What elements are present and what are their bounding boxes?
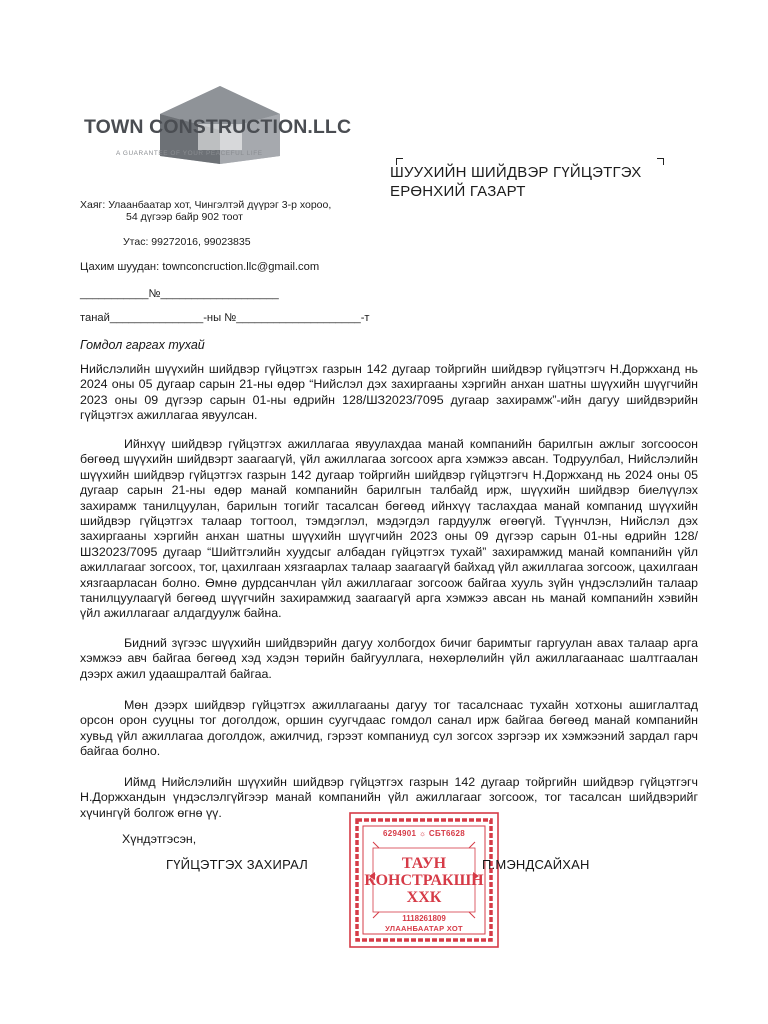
stamp-number: 1118261809 (402, 914, 446, 923)
body-paragraph-3: Бидний зүгээс шүүхийн шийдвэрийн дагуу холбогдох бичиг баримтыг гаргуулан авах талаар арга хэмжээ авч байгаа бөгөөд хэд хэдэн төрийн байгууллага, нөхөрлөлийн үйл ажиллагаанаас шалтгаалан дээрх ажил удаашралтай байгаа. (80, 636, 698, 681)
recipient-block (390, 158, 670, 204)
recipient-line-1: ШУУХИЙН ШИЙДВЭР ГҮЙЦЭТГЭХ (390, 164, 642, 181)
body-paragraph-5: Иймд Нийслэлийн шүүхийн шийдвэр гүйцэтгэх газрын 142 дугаар тойргийн шийдвэр гүйцэтгэгч Н.Доржхандын үндэслэлгүйгээр манай компанийн үйл ажиллагааг зогсоож, тог тасалсан шийдвэрийг хүчингүй болгож өгнө үү. (80, 775, 698, 820)
body-paragraph-1: Нийслэлийн шүүхийн шийдвэр гүйцэтгэх газрын 142 дугаар тойргийн шийдвэр гүйцэтгэгч Н.Доржханд нь 2024 оны 05 дугаар сарын 21-ны өдөр “Нийслэл дэх захиргааны хэргийн анхан шатны шүүхийн шүүгчийн 2023 оны 09 дүгээр сарын 01-ны өдрийн 128/ШЗ2023/7095 дугаар захирамж”-ийн дагуу шийдвэрийн гүйцэтгэх ажиллагаа явуулсан. (80, 362, 698, 423)
body-paragraph-2: Ийнхүү шийдвэр гүйцэтгэх ажиллагаа явуулахдаа манай компанийн барилгын ажлыг зогсоосон бөгөөд шүүхийн шийдвэрт заагаагүй, үйл ажиллагаа зогсоох арга хэмжээ авсан. Тодруулбал, Нийслэлийн шүүхийн шийдвэр гүйцэтгэх газрын 142 дугаар тойргийн шийдвэр гүйцэтгэгч Н.Доржханд нь 2024 оны 05 дугаар сарын 21-ны өдөр манай компанийн барилгын талбайд ирж, шүүхийн шийдвэр биелүүлэх захирамж танилцуулан, барилын тогийг тасалсан бөгөөд ийнхүү таслахдаа манай компанид шүүхийн шийдвэр гүйцэтгэх талаар тогтоол, тэмдэглэл, мэдэгдэл гардуулж өгөөгүй. Түүнчлэн, Нийслэл дэх захиргааны хэргийн анхан шатны шүүхийн шүүгчийн 2023 оны 09 дүгээр сарын 01-ны өдрийн 128/ШЗ2023/7095 дугаар “Шийтгэлийн хуудсыг албадан гүйцэтгэх тухай” захирамжид манай компанийн үйл ажиллагааг зогсоох, тог, цахилгаан хязгаарлах талаар заагаагүй байхад үйл ажиллагаа зогсоож, цахилгаан хязгаарласан болно. Өмнө дурдсанчлан үйл ажиллагааг зогсоож байгаа хууль зүйн үндэслэлийн талаар танилцуулаагүй бөгөөд шүүгчийн захирамжид заагаагүй арга хэмжээ авсан нь манай компанийн хэвийн үйл ажиллагааг алдагдуулж байна. (80, 437, 698, 621)
address-line-1: Хаяг: Улаанбаатар хот, Чингэлтэй дүүрэг 3-р хороо, (80, 199, 332, 211)
company-name: TOWN CONSTRUCTION.LLC (84, 116, 352, 138)
stamp-name-line-3: ХХК (406, 889, 442, 906)
signatory-name: П.МЭНДСАЙХАН (482, 857, 590, 872)
stamp-name-line-2: КОНСТРАКШН (364, 872, 484, 889)
company-tagline: A GUARANTEE OF YOUR PEACEFUL LIFE (116, 150, 263, 157)
recipient-line-2: ЕРӨНХИЙ ГАЗАРТ (390, 183, 526, 200)
reference-reply-line: танай_______________-ны №____________________-т (80, 312, 370, 324)
body-paragraph-4: Мөн дээрх шийдвэр гүйцэтгэх ажиллагааны дагуу тог тасалснаас тухайн хотхоны ашиглалтад орсон орон сууцны тог доголдож, оршин суугчдаас гомдол санал ирж байгаа бөгөөд манай компанийн хувьд үйл ажиллагаа доголдож, ажилчид, гэрээт компаниуд сул зогсох зэргээр их хэмжээний зардал гарч байгаа болно. (80, 698, 698, 759)
closing-text: Хүндэтгэсэн, (122, 832, 197, 846)
signatory-title: ГҮЙЦЭТГЭХ ЗАХИРАЛ (166, 857, 308, 872)
reference-number-line: ___________№___________________ (80, 288, 279, 300)
stamp-name-line-1: ТАУН (401, 855, 447, 872)
address-line-2: 54 дүгээр байр 902 тоот (126, 211, 243, 223)
email-text: Цахим шуудан: townconcruction.llc@gmail.com (80, 261, 320, 273)
phone-text: Утас: 99272016, 99023835 (123, 236, 251, 248)
company-logo (84, 84, 364, 164)
company-stamp (349, 812, 499, 948)
letter-subject: Гомдол гаргах тухай (80, 338, 205, 352)
stamp-city: УЛААНБААТАР ХОТ (385, 924, 463, 933)
bracket-mark (657, 158, 664, 165)
stamp-registration: 6294901 ☼ СБТ6628 (382, 829, 466, 838)
